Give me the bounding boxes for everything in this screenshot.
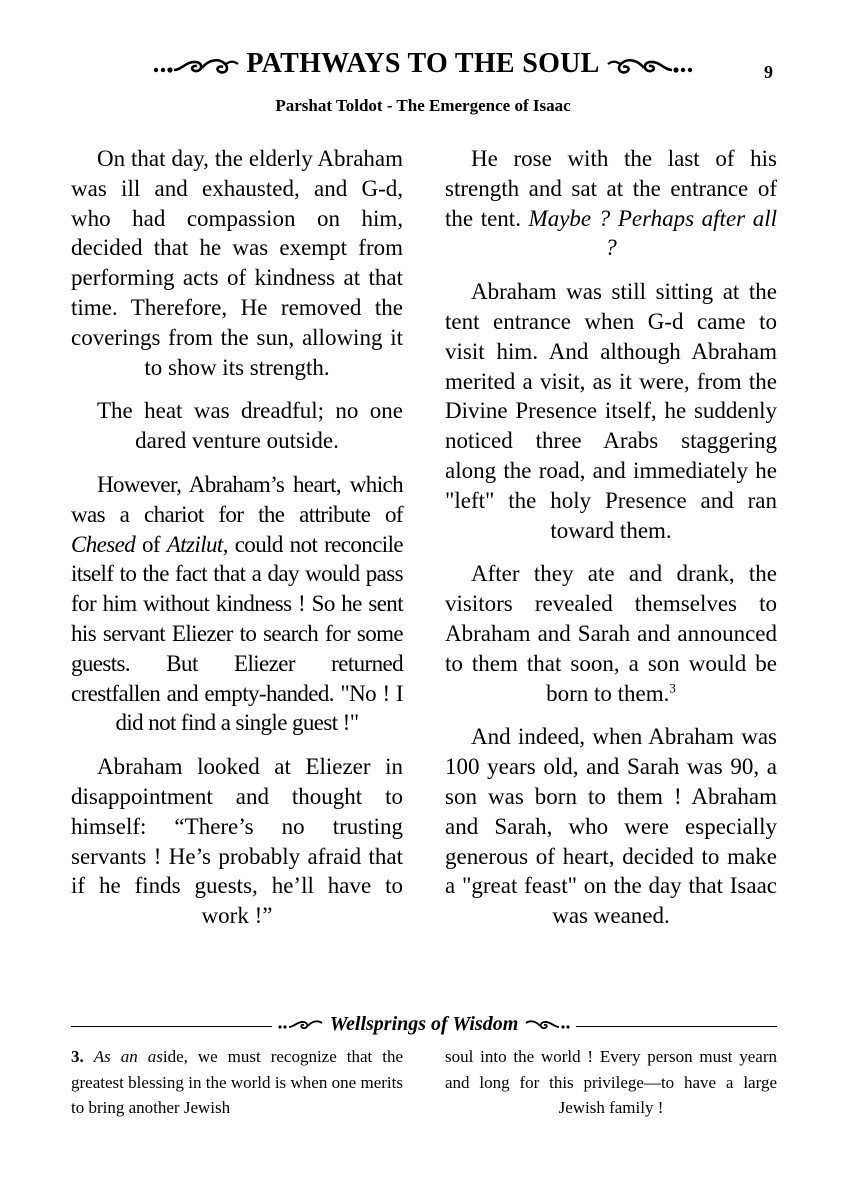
footnote-reference[interactable]: 3: [669, 679, 676, 695]
chapter-subtitle: Parshat Toldot - The Emergence of Isaac: [275, 96, 571, 115]
left-scroll-icon: [276, 1017, 326, 1033]
section-label: [272, 1013, 577, 1036]
running-title: [152, 48, 693, 80]
italic-term: Atzilut: [166, 531, 223, 557]
page-number: 9: [764, 62, 773, 82]
paragraph: Abraham was still sitting at the tent entrance when G-d came to visit him. And although Abraham merited a visit, as it were, from the Divine Presence itself, he suddenly noticed three Arabs staggering along the road, and immediately he "left" the holy Presence and ran toward them.: [445, 279, 777, 543]
right-column: [445, 144, 777, 945]
italic-term: Chesed: [71, 531, 136, 557]
paragraph: [445, 559, 777, 708]
italic-phrase: Maybe ? Perhaps after all ?: [528, 205, 777, 261]
left-column: [71, 144, 403, 945]
footnote-right: soul into the world ! Every person must yearn and long for this privilege—to have a large Jewish family !: [445, 1047, 777, 1117]
footnote-divider: [71, 1013, 777, 1043]
footnote-italic: As an as: [93, 1047, 163, 1066]
paragraph: The heat was dreadful; no one dared venture outside.: [97, 398, 403, 454]
paragraph: And indeed, when Abraham was 100 years old, and Sarah was 90, a son was born to them ! Abraham and Sarah, who were especially generous of heart, decided to make a "great feast" on the day that Isaac was weaned.: [445, 724, 777, 929]
text-run: , could not reconcile itself to the fact that a day would pass for him without kindness ! So he sent his servant Eliezer to search for some guests. But Eliezer returned crestfallen and empty-handed. "No ! I did not find a single guest !": [71, 531, 403, 736]
running-title-text: PATHWAYS TO THE SOUL: [246, 48, 600, 79]
paragraph: [71, 470, 403, 738]
paragraph: [445, 144, 777, 263]
text-run: After they ate and drank, the visitors revealed themselves to Abraham and Sarah and announced to them that soon, a son would be born to them.: [445, 561, 777, 706]
right-flourish-icon: [606, 51, 694, 77]
footnote-text: ide, we must recognize that the greatest blessing in the world is when one merits to bring another Jewish: [71, 1047, 404, 1117]
left-flourish-icon: [152, 51, 240, 77]
text-run: of: [135, 531, 167, 557]
footnote-number: 3.: [71, 1047, 84, 1066]
footnote: [71, 1044, 777, 1121]
paragraph: On that day, the elderly Abraham was ill and exhausted, and G-d, who had compassion on him, decided that he was exempt from performing acts of kindness at that time. Therefore, He removed the coverings from the sun, allowing it to show its strength.: [71, 146, 403, 380]
right-scroll-icon: [522, 1017, 572, 1033]
paragraph: Abraham looked at Eliezer in disappointment and thought to himself: “There’s no trusting servants ! He’s probably afraid that if he finds guests, he’ll have to work !”: [71, 754, 403, 929]
text-run: However, Abraham’s heart, which was a chariot for the attribute of: [71, 471, 403, 527]
section-label-text: Wellsprings of Wisdom: [329, 1013, 519, 1035]
footnote-left: [71, 1044, 403, 1121]
page-header: [0, 48, 846, 82]
body-columns: [71, 144, 777, 945]
text-run: He rose with the last of his strength and sat at the entrance of the tent.: [445, 146, 777, 231]
